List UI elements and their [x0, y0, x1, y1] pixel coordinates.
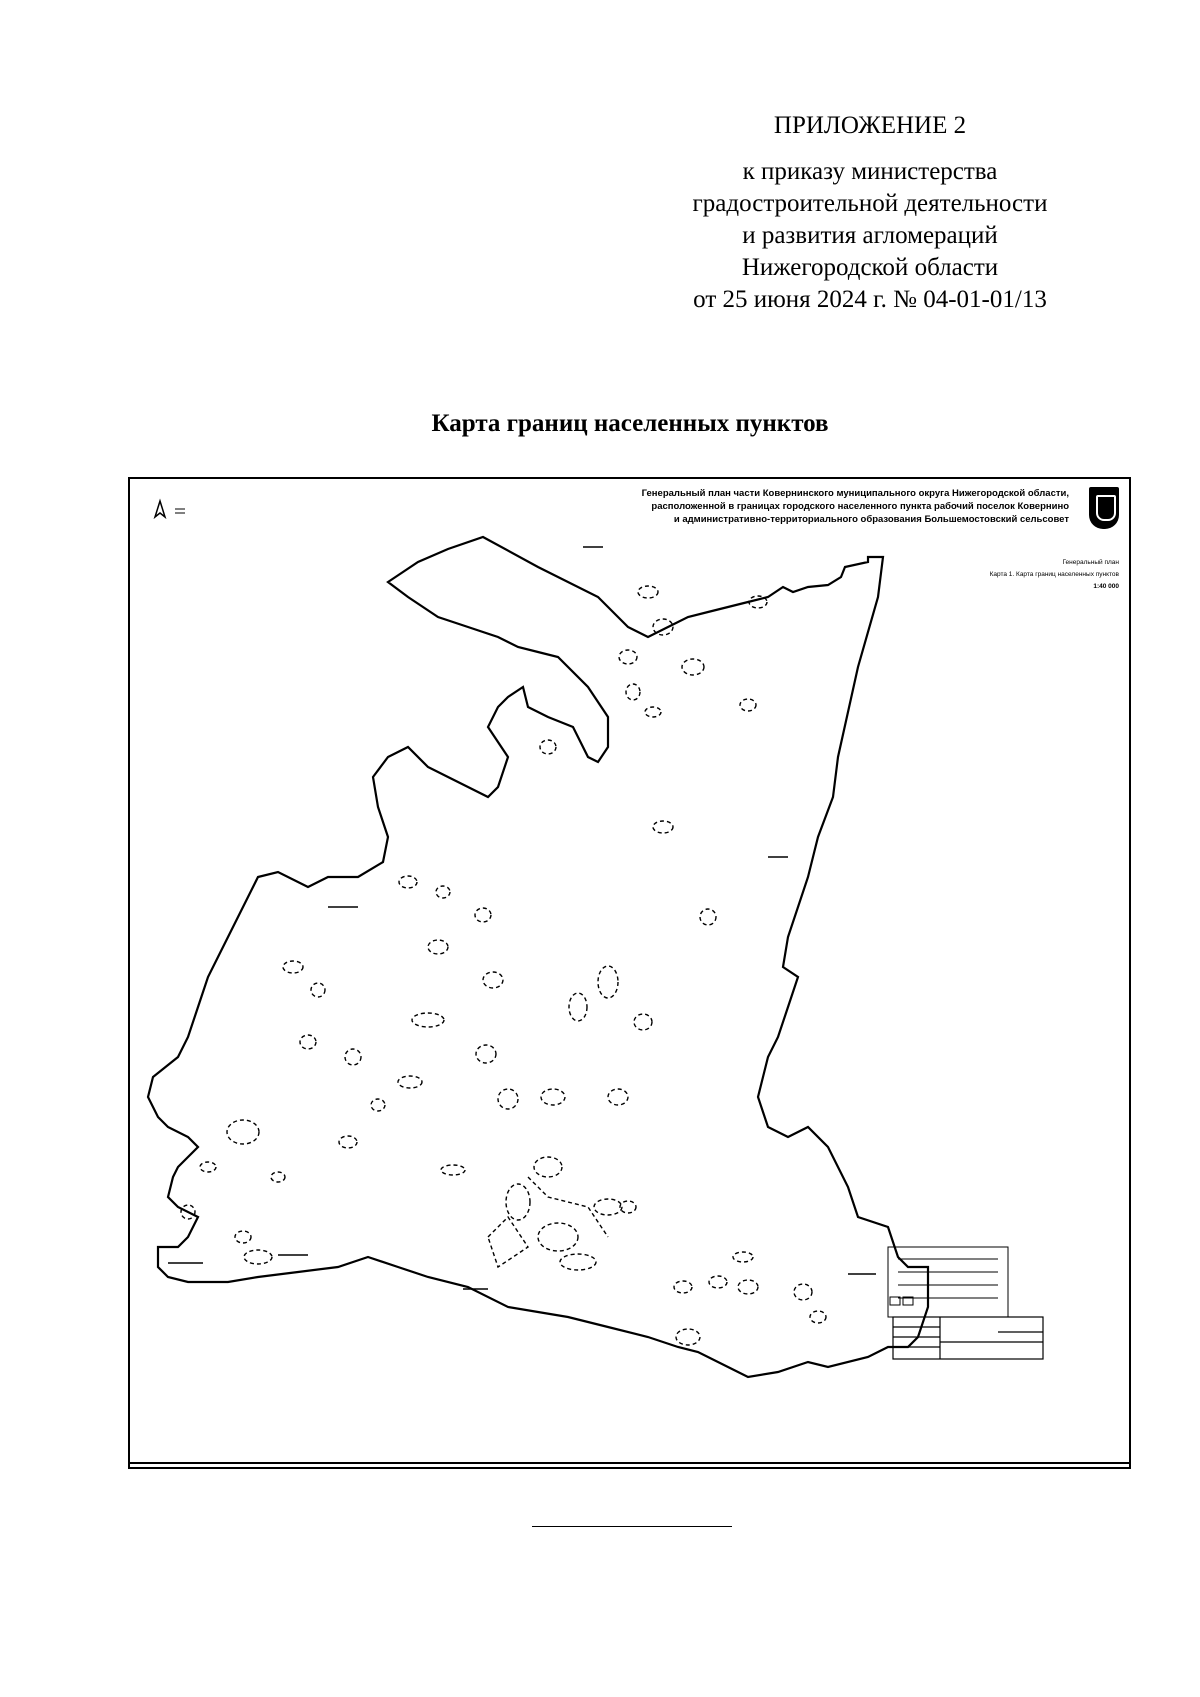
- legend-block: [888, 1247, 1008, 1317]
- map-subtitle: Генеральный план: [1062, 559, 1119, 566]
- map-border: [129, 478, 1130, 1468]
- settlement-boundaries: [181, 586, 826, 1345]
- map-scale: 1:40 000: [1093, 583, 1119, 590]
- appendix-line: Нижегородской области: [741, 254, 999, 281]
- footer-divider: [532, 1526, 732, 1527]
- map-caption: [879, 557, 1119, 593]
- north-arrow-icon: [140, 497, 200, 527]
- appendix-line: и развития агломераций: [742, 222, 998, 249]
- coat-of-arms-icon: [1089, 487, 1119, 529]
- map-drawing: [128, 477, 1131, 1469]
- map-header-line: расположенной в границах городского населенного пункта рабочий поселок Ковернино: [651, 501, 1069, 512]
- label-ticks: [168, 547, 876, 1289]
- appendix-line: к приказу министерства: [742, 158, 998, 185]
- appendix-title: ПРИЛОЖЕНИЕ 2: [773, 112, 967, 139]
- map-header-line: и административно-территориального образования Большемостовский сельсовет: [673, 514, 1069, 525]
- map-header: [549, 487, 1069, 526]
- appendix-block: [640, 110, 1100, 316]
- document-title: Карта границ населенных пунктов: [431, 410, 829, 437]
- map-name: Карта 1. Карта границ населенных пунктов: [989, 571, 1119, 578]
- map-header-line: Генеральный план части Ковернинского муниципального округа Нижегородской области,: [641, 488, 1069, 499]
- appendix-order-date: от 25 июня 2024 г. № 04-01-01/13: [693, 286, 1047, 313]
- appendix-line: градостроительной деятельности: [692, 190, 1048, 217]
- boundary-map: [128, 477, 1131, 1469]
